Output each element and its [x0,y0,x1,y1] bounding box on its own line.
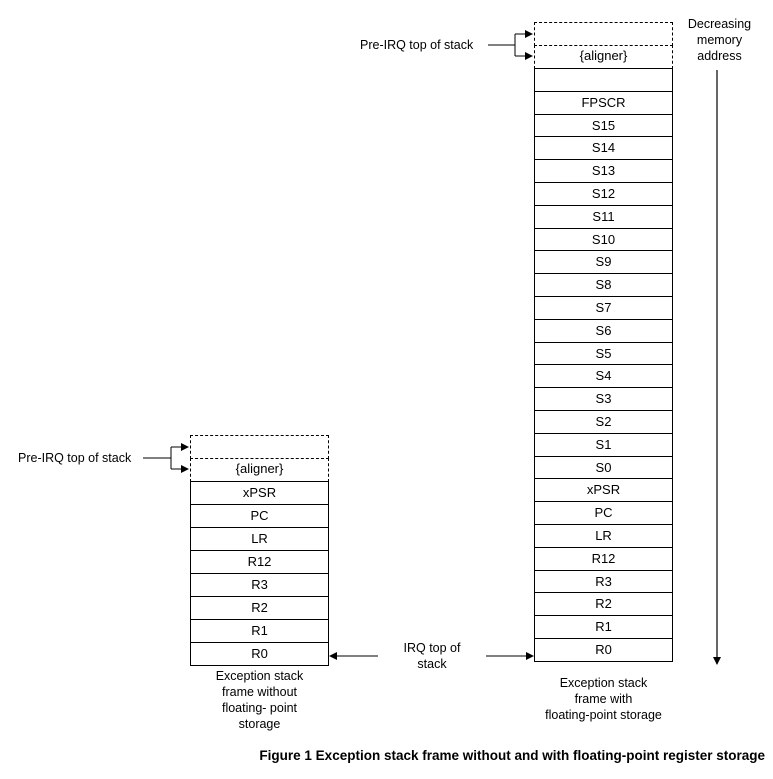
right-register-cell: R1 [534,615,673,639]
right-caption-line: frame with [574,692,633,706]
left-register-cell: R2 [190,596,329,620]
right-register-cell: R2 [534,592,673,616]
left-stack-caption [190,668,329,732]
left-top-slot [190,435,329,459]
right-register-cell: S14 [534,136,673,160]
right-register-cell: S7 [534,296,673,320]
memory-label-line: Decreasing [687,17,752,31]
right-register-cell: R12 [534,547,673,571]
left-caption-line: frame without [221,685,298,699]
memory-label-line: memory [696,33,743,47]
irq-top-of-stack-label [378,640,486,672]
figure-caption: Figure 1 Exception stack frame without and with floating-point register storage [259,748,765,763]
irq-label-line: stack [417,657,447,671]
left-register-cell: R0 [190,642,329,666]
right-register-cell: S6 [534,319,673,343]
left-register-cell: R3 [190,573,329,597]
right-register-cell: R0 [534,638,673,662]
right-register-cell: S2 [534,410,673,434]
right-register-cell: S5 [534,342,673,366]
right-register-cell: S8 [534,273,673,297]
right-top-slot [534,22,673,46]
left-pre-irq-label: Pre-IRQ top of stack [18,451,132,465]
right-register-cell: S11 [534,205,673,229]
right-register-cell: LR [534,524,673,548]
right-register-cell: S9 [534,250,673,274]
left-register-cell: R1 [190,619,329,643]
right-register-cell: S1 [534,433,673,457]
right-register-cell: S12 [534,182,673,206]
right-register-cell: S15 [534,114,673,138]
right-register-cell: S13 [534,159,673,183]
right-pre-irq-label: Pre-IRQ top of stack [360,38,474,52]
left-caption-line: floating- point [221,701,298,715]
right-aligner-cell: {aligner} [534,45,673,69]
right-register-cell: S10 [534,228,673,252]
right-pre-irq-bracket [488,34,532,56]
decreasing-memory-address-label [672,16,767,64]
irq-label-line: IRQ top of [403,641,461,655]
right-register-cell: xPSR [534,478,673,502]
left-caption-line: Exception stack [215,669,304,683]
right-register-cell: PC [534,501,673,525]
left-register-cell: R12 [190,550,329,574]
left-caption-line: storage [238,717,281,731]
left-pre-irq-bracket [143,447,188,469]
left-register-cell: PC [190,504,329,528]
right-register-cell: S4 [534,364,673,388]
memory-label-line: address [697,49,742,63]
right-caption-line: floating-point storage [545,708,662,722]
left-register-cell: LR [190,527,329,551]
left-aligner-cell: {aligner} [190,458,329,482]
right-register-cell [534,68,673,92]
right-register-cell: S3 [534,387,673,411]
right-caption-line: Exception stack [559,676,648,690]
right-register-cell: S0 [534,456,673,480]
right-register-cell: FPSCR [534,91,673,115]
left-register-cell: xPSR [190,481,329,505]
right-stack-caption [534,675,673,723]
right-register-cell: R3 [534,570,673,594]
